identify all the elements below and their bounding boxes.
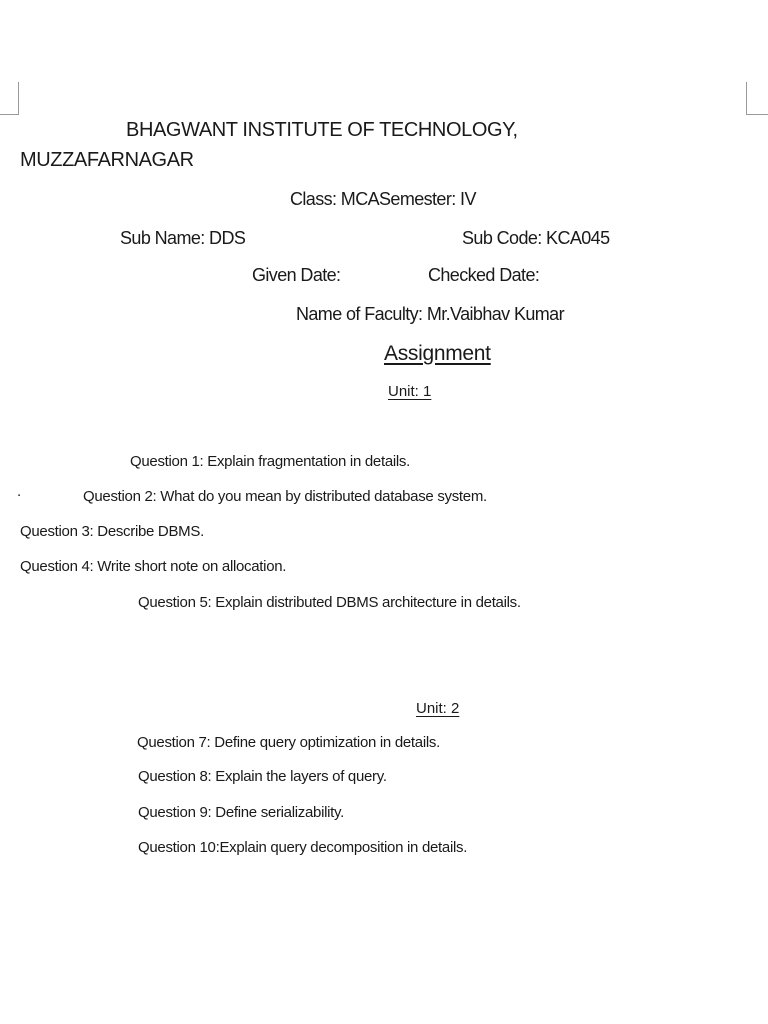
institute-city: MUZZAFARNAGAR [20,149,194,171]
class-semester: Class: MCASemester: IV [290,189,476,209]
subject-name: Sub Name: DDS [120,228,246,248]
question-item: Question 10:Explain query decomposition in details. [138,839,468,856]
given-date: Given Date: [252,265,341,285]
unit-1-heading: Unit: 1 [388,383,432,400]
question-item: Question 7: Define query optimization in details. [137,734,440,751]
checked-date: Checked Date: [428,265,540,285]
question-item: Question 3: Describe DBMS. [20,523,204,540]
page-corner-mark-left [0,82,19,115]
faculty-name: Name of Faculty: Mr.Vaibhav Kumar [296,304,564,324]
stray-mark: . [17,483,21,500]
question-item: Question 1: Explain fragmentation in details. [130,453,411,470]
subject-code: Sub Code: KCA045 [462,228,610,248]
assignment-title: Assignment [384,342,491,365]
question-item: Question 4: Write short note on allocation. [20,558,287,575]
question-item: Question 2: What do you mean by distributed database system. [83,488,487,505]
institute-name: BHAGWANT INSTITUTE OF TECHNOLOGY, [126,119,518,141]
unit-2-heading: Unit: 2 [416,700,460,717]
page-corner-mark-right [746,82,768,115]
question-item: Question 9: Define serializability. [138,804,344,821]
question-item: Question 8: Explain the layers of query. [138,768,387,785]
question-item: Question 5: Explain distributed DBMS architecture in details. [138,594,521,611]
